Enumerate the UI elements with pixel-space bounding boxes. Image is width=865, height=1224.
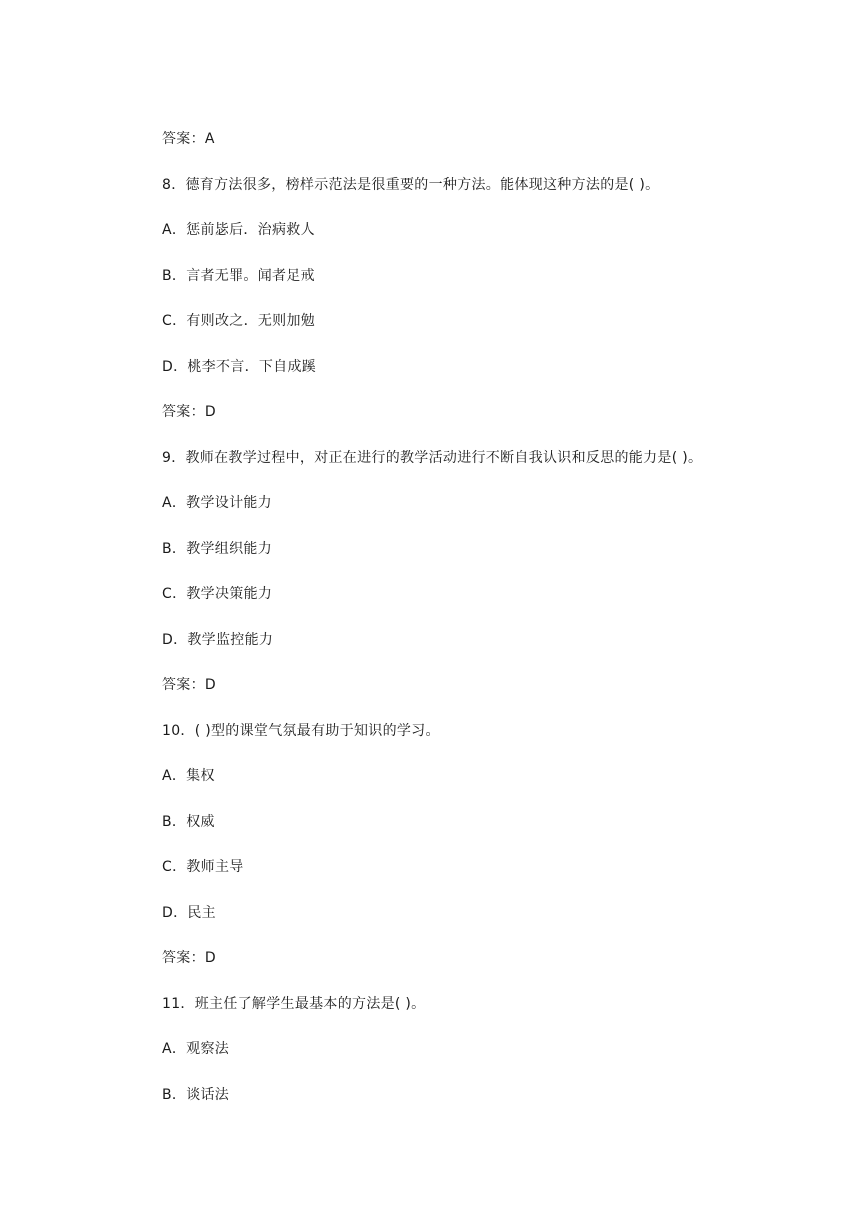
option-line: C．有则改之．无则加勉: [162, 313, 316, 329]
option-line: C．教学决策能力: [162, 586, 273, 602]
option-line: A．惩前毖后．治病救人: [162, 222, 315, 238]
question-11: 11．班主任了解学生最基本的方法是( )。: [162, 996, 426, 1012]
answer-line: 答案：D: [162, 404, 216, 420]
question-10: 10．( )型的课堂气氛最有助于知识的学习。: [162, 723, 440, 739]
option-line: B．权威: [162, 814, 215, 830]
option-line: B．言者无罪。闻者足戒: [162, 268, 315, 284]
answer-line: 答案：A: [162, 131, 215, 147]
option-line: A．教学设计能力: [162, 495, 272, 511]
answer-line: 答案：D: [162, 950, 216, 966]
answer-line: 答案：D: [162, 677, 216, 693]
option-line: D．桃李不言．下自成蹊: [162, 359, 317, 375]
option-line: D．教学监控能力: [162, 632, 274, 648]
option-line: B．谈话法: [162, 1087, 230, 1103]
option-line: A．观察法: [162, 1041, 230, 1057]
option-line: C．教师主导: [162, 859, 244, 875]
option-line: D．民主: [162, 905, 216, 921]
question-9: 9．教师在教学过程中，对正在进行的教学活动进行不断自我认识和反思的能力是( )。: [162, 450, 703, 466]
option-line: B．教学组织能力: [162, 541, 273, 557]
question-8: 8．德育方法很多，榜样示范法是很重要的一种方法。能体现这种方法的是( )。: [162, 177, 660, 193]
option-line: A．集权: [162, 768, 215, 784]
